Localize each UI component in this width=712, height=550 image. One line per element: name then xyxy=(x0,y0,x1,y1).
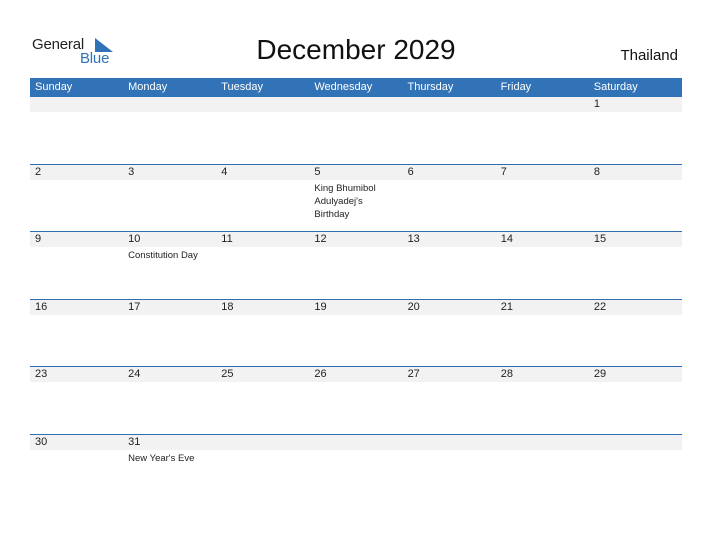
weekday-thursday: Thursday xyxy=(407,81,454,93)
day-cell xyxy=(123,165,216,231)
weekday-monday: Monday xyxy=(128,81,168,93)
weekday-tuesday: Tuesday xyxy=(221,81,264,93)
day-cell xyxy=(30,435,123,501)
day-cell xyxy=(309,232,402,298)
calendar-week xyxy=(30,231,682,299)
day-number: 13 xyxy=(407,233,420,245)
day-number: 11 xyxy=(221,233,233,245)
holiday-label: Constitution Day xyxy=(128,250,198,261)
day-number: 29 xyxy=(593,368,607,380)
day-number: 14 xyxy=(500,233,513,245)
calendar-week xyxy=(30,366,682,434)
day-cell xyxy=(123,300,216,366)
day-cell xyxy=(403,232,496,298)
day-cell xyxy=(30,97,123,163)
calendar-week xyxy=(30,164,682,232)
country-label: Thailand xyxy=(620,47,678,64)
day-cell xyxy=(216,165,309,231)
day-cell xyxy=(496,367,589,433)
day-cell xyxy=(123,435,216,501)
calendar-week xyxy=(30,299,682,367)
day-cell xyxy=(309,300,402,366)
weekday-wednesday: Wednesday xyxy=(314,81,373,93)
day-cell xyxy=(403,97,496,163)
day-number: 25 xyxy=(221,368,234,380)
page-title: December 2029 xyxy=(256,34,456,65)
day-cell xyxy=(309,367,402,433)
day-cell xyxy=(496,435,589,501)
day-cell xyxy=(589,435,682,501)
day-number: 19 xyxy=(314,300,327,313)
day-cell xyxy=(589,232,682,298)
day-number: 4 xyxy=(221,165,228,178)
day-number: 23 xyxy=(35,368,48,380)
weekday-sunday: Sunday xyxy=(35,81,73,93)
day-cell xyxy=(496,300,589,366)
day-cell xyxy=(123,367,216,433)
day-cell xyxy=(309,97,402,163)
day-number: 12 xyxy=(314,233,327,245)
day-number: 10 xyxy=(128,233,141,245)
day-number: 26 xyxy=(314,368,327,380)
day-cell xyxy=(216,435,309,501)
day-cell xyxy=(216,232,309,298)
day-number: 8 xyxy=(593,165,600,178)
day-number: 27 xyxy=(407,368,420,380)
day-number: 1 xyxy=(593,98,600,110)
holiday-label: New Year's Eve xyxy=(128,452,195,464)
day-cell xyxy=(589,97,682,163)
day-cell xyxy=(496,165,589,231)
day-number: 16 xyxy=(35,300,48,313)
day-number: 22 xyxy=(593,300,607,313)
day-cell xyxy=(589,367,682,433)
holiday-label: King Bhumibol Adulyadej's Birthday xyxy=(314,182,376,220)
day-cell xyxy=(309,165,402,231)
day-number: 6 xyxy=(407,165,414,178)
logo-word-general: General xyxy=(32,36,84,53)
day-cell xyxy=(309,435,402,501)
day-cell xyxy=(403,165,496,231)
day-cell xyxy=(589,165,682,231)
day-cell xyxy=(216,300,309,366)
day-cell xyxy=(123,97,216,163)
day-cell xyxy=(30,165,123,231)
day-number: 7 xyxy=(500,165,507,178)
day-cell xyxy=(30,232,123,298)
weekday-friday: Friday xyxy=(500,81,532,93)
calendar-week xyxy=(30,97,682,164)
day-cell xyxy=(403,367,496,433)
day-number: 21 xyxy=(500,300,513,313)
day-cell xyxy=(403,435,496,501)
calendar-week xyxy=(30,434,682,502)
day-number: 2 xyxy=(35,165,42,178)
day-number: 24 xyxy=(128,368,141,380)
weekday-saturday: Saturday xyxy=(593,81,638,93)
day-cell xyxy=(403,300,496,366)
logo-word-blue: Blue xyxy=(80,50,110,67)
day-cell xyxy=(589,300,682,366)
day-cell xyxy=(30,300,123,366)
day-number: 28 xyxy=(500,368,513,380)
day-cell xyxy=(30,367,123,433)
day-number: 9 xyxy=(35,233,42,245)
day-number: 20 xyxy=(407,300,420,313)
day-cell xyxy=(216,367,309,433)
day-number: 15 xyxy=(593,233,607,245)
day-number: 3 xyxy=(128,165,135,178)
day-number: 17 xyxy=(128,300,141,313)
day-cell xyxy=(496,232,589,298)
day-cell xyxy=(123,232,216,298)
day-cell xyxy=(216,97,309,163)
day-number: 31 xyxy=(128,435,141,448)
day-number: 18 xyxy=(221,300,234,313)
weekday-header xyxy=(30,78,682,97)
calendar-grid xyxy=(30,97,682,501)
day-number: 30 xyxy=(35,435,48,448)
day-cell xyxy=(496,97,589,163)
day-number: 5 xyxy=(314,165,321,178)
